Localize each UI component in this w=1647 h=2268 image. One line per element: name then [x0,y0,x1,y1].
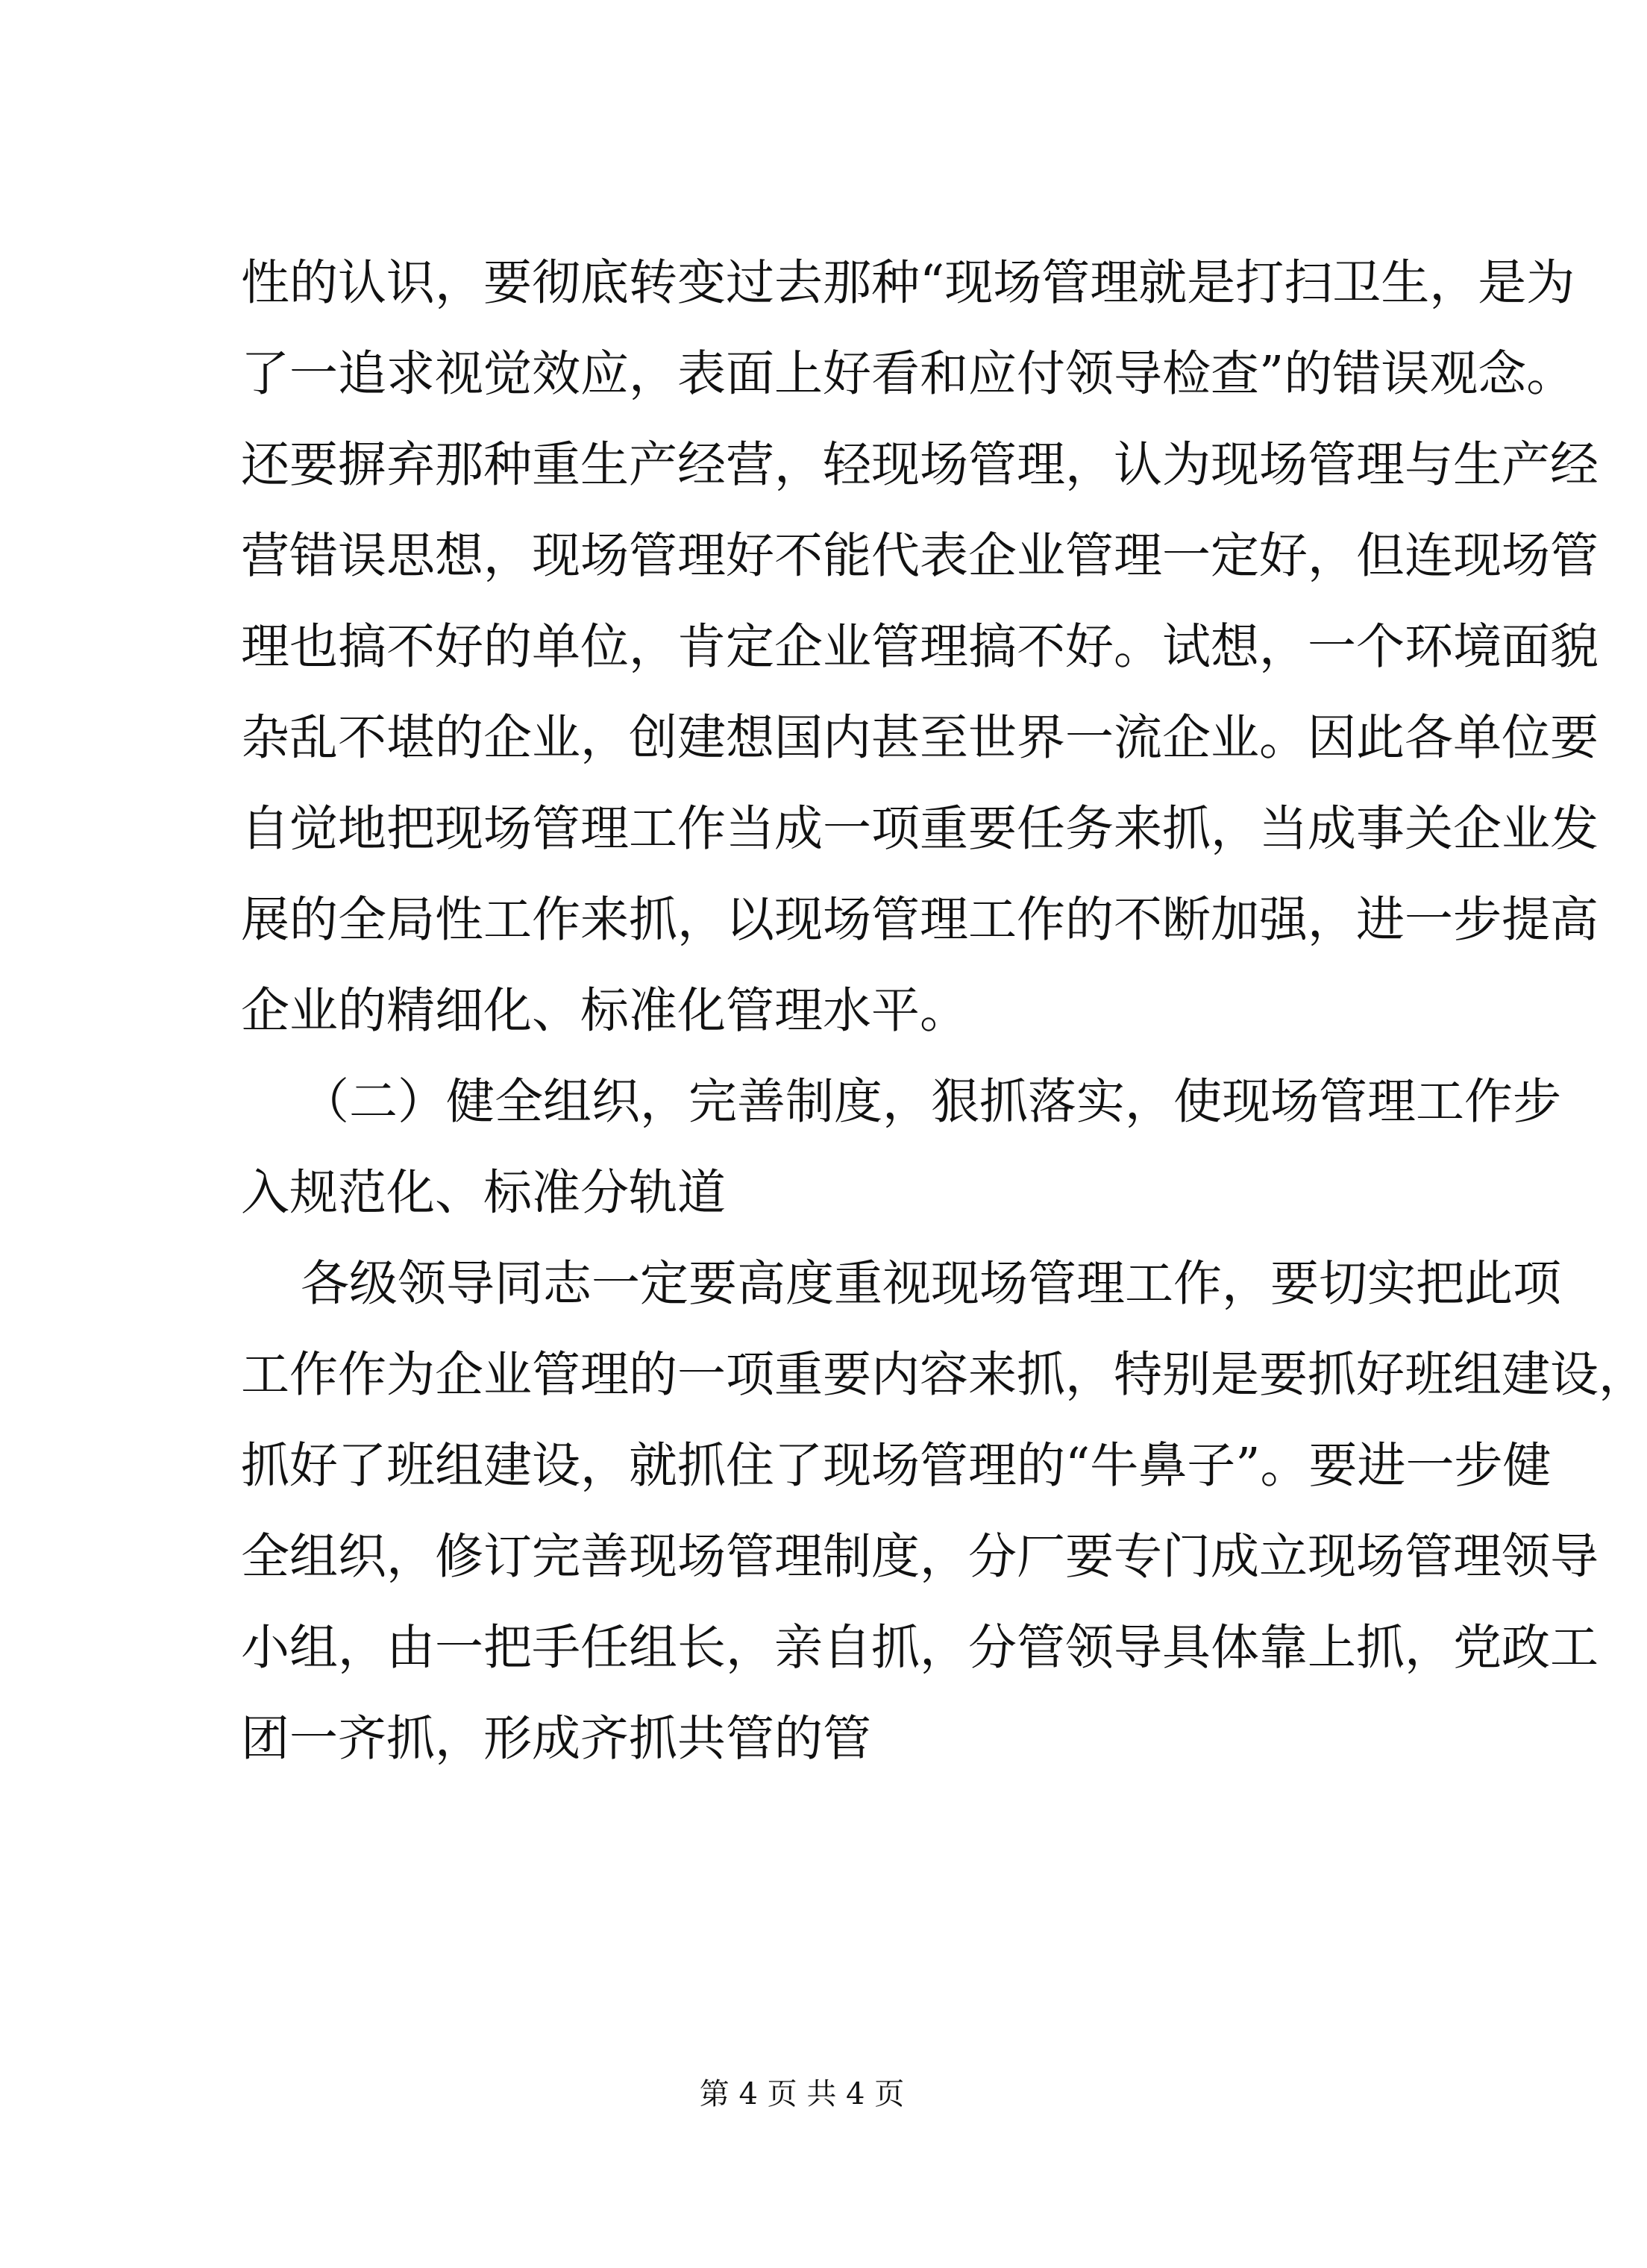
body-text-line: 杂乱不堪的企业，创建想国内甚至世界一流企业。因此各单位要 [241,710,1599,766]
body-text-line: 自觉地把现场管理工作当成一项重要任务来抓，当成事关企业发 [241,801,1599,857]
body-text-line: 展的全局性工作来抓，以现场管理工作的不断加强，进一步提高 [241,892,1599,948]
body-text-line: 抓好了班组建设，就抓住了现场管理的“牛鼻子”。要进一步健 [241,1438,1552,1494]
body-text-line: 工作作为企业管理的一项重要内容来抓，特别是要抓好班组建设， [241,1347,1647,1403]
section-heading-line: 入规范化、标准分轨道 [241,1165,727,1221]
body-text-line: 小组，由一把手任组长，亲自抓，分管领导具体靠上抓，党政工 [241,1620,1599,1676]
body-text-line: 营错误思想，现场管理好不能代表企业管理一定好，但连现场管 [241,528,1599,584]
section-heading-line: （二）健全组织，完善制度，狠抓落实，使现场管理工作步 [301,1074,1562,1130]
page-number-footer: 第 4 页 共 4 页 [699,2077,905,2111]
body-text-line: 全组织，修订完善现场管理制度，分厂要专门成立现场管理领导 [241,1529,1599,1585]
body-text-line: 各级领导同志一定要高度重视现场管理工作，要切实把此项 [301,1256,1562,1312]
body-text-line: 还要摒弃那种重生产经营，轻现场管理，认为现场管理与生产经 [241,437,1599,493]
body-text-line: 理也搞不好的单位，肯定企业管理搞不好。试想，一个环境面貌 [241,619,1599,675]
body-text-line: 了一追求视觉效应，表面上好看和应付领导检查”的错误观念。 [241,346,1575,402]
body-text-line: 性的认识，要彻底转变过去那种“现场管理就是打扫卫生，是为 [241,255,1575,311]
body-text-line: 企业的精细化、标准化管理水平。 [241,983,969,1039]
body-text-line: 团一齐抓，形成齐抓共管的管 [241,1711,872,1767]
